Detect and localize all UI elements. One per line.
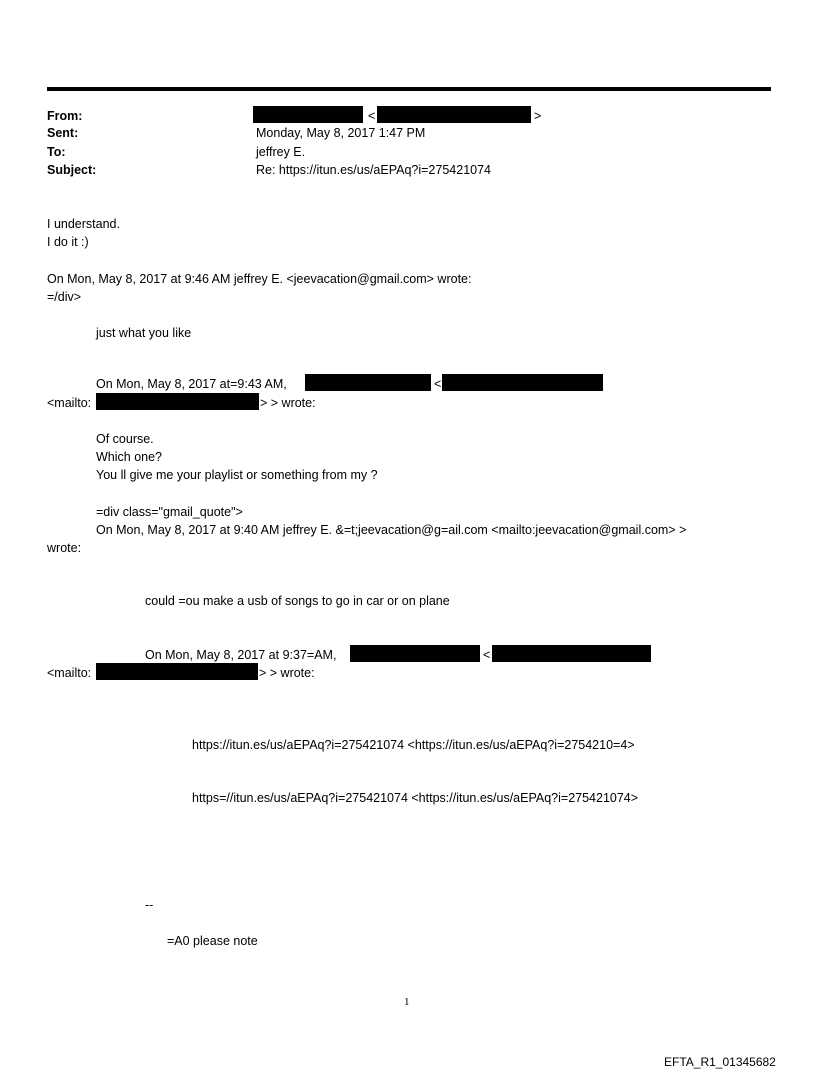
quote-header: On Mon, May 8, 2017 at 9:46 AM jeffrey E. <jeevacation@gmail.com> wrote: — [47, 272, 472, 286]
quote-lt: < — [434, 377, 442, 391]
quote-wrote: wrote: — [47, 541, 82, 555]
quote-wrote: > > wrote: — [260, 396, 316, 410]
mailto-prefix: <mailto: — [47, 396, 92, 410]
markup-fragment: =/div> — [47, 290, 82, 304]
to-label: To: — [47, 145, 66, 159]
signature-note: =A0 please note — [167, 934, 258, 948]
quote-lt: < — [483, 648, 491, 662]
redaction-block — [253, 106, 363, 123]
page-number: 1 — [404, 996, 410, 1008]
redaction-block — [96, 393, 259, 410]
redaction-block — [96, 663, 258, 680]
quote-text: Which one? — [96, 450, 163, 464]
sent-value: Monday, May 8, 2017 1:47 PM — [256, 126, 426, 140]
subject-value: Re: https://itun.es/us/aEPAq?i=275421074 — [256, 163, 492, 177]
markup-fragment: =div class="gmail_quote"> — [96, 505, 243, 519]
sent-label: Sent: — [47, 126, 79, 140]
bates-number: EFTA_R1_01345682 — [664, 1055, 776, 1069]
redaction-block — [442, 374, 603, 391]
quote-text: Of course. — [96, 432, 154, 446]
subject-label: Subject: — [47, 163, 97, 177]
quote-text: just what you like — [96, 326, 192, 340]
quote-text: You ll give me your playlist or something from my ? — [96, 468, 378, 482]
quote-header: On Mon, May 8, 2017 at 9:37=AM, — [145, 648, 337, 662]
body-line: I understand. — [47, 217, 120, 231]
signature-dash: -- — [145, 898, 154, 912]
link-text[interactable]: https=//itun.es/us/aEPAq?i=275421074 <https://itun.es/us/aEPAq?i=275421074> — [192, 791, 639, 805]
to-value: jeffrey E. — [256, 145, 306, 159]
from-gt: > — [534, 109, 542, 123]
redaction-block — [350, 645, 480, 662]
redaction-block — [377, 106, 531, 123]
quote-wrote: > > wrote: — [259, 666, 315, 680]
redaction-block — [305, 374, 431, 391]
quote-header: On Mon, May 8, 2017 at 9:40 AM jeffrey E. &=t;jeevacation@g=ail.com <mailto:jeevacation@gmail.com> > — [96, 523, 687, 537]
header-rule — [47, 87, 771, 91]
quote-text: could =ou make a usb of songs to go in car or on plane — [145, 594, 450, 608]
from-label: From: — [47, 109, 83, 123]
from-lt: < — [368, 109, 376, 123]
link-text[interactable]: https://itun.es/us/aEPAq?i=275421074 <https://itun.es/us/aEPAq?i=2754210=4> — [192, 738, 635, 752]
body-line: I do it :) — [47, 235, 89, 249]
redaction-block — [492, 645, 651, 662]
quote-header: On Mon, May 8, 2017 at=9:43 AM, — [96, 377, 287, 391]
mailto-prefix: <mailto: — [47, 666, 92, 680]
